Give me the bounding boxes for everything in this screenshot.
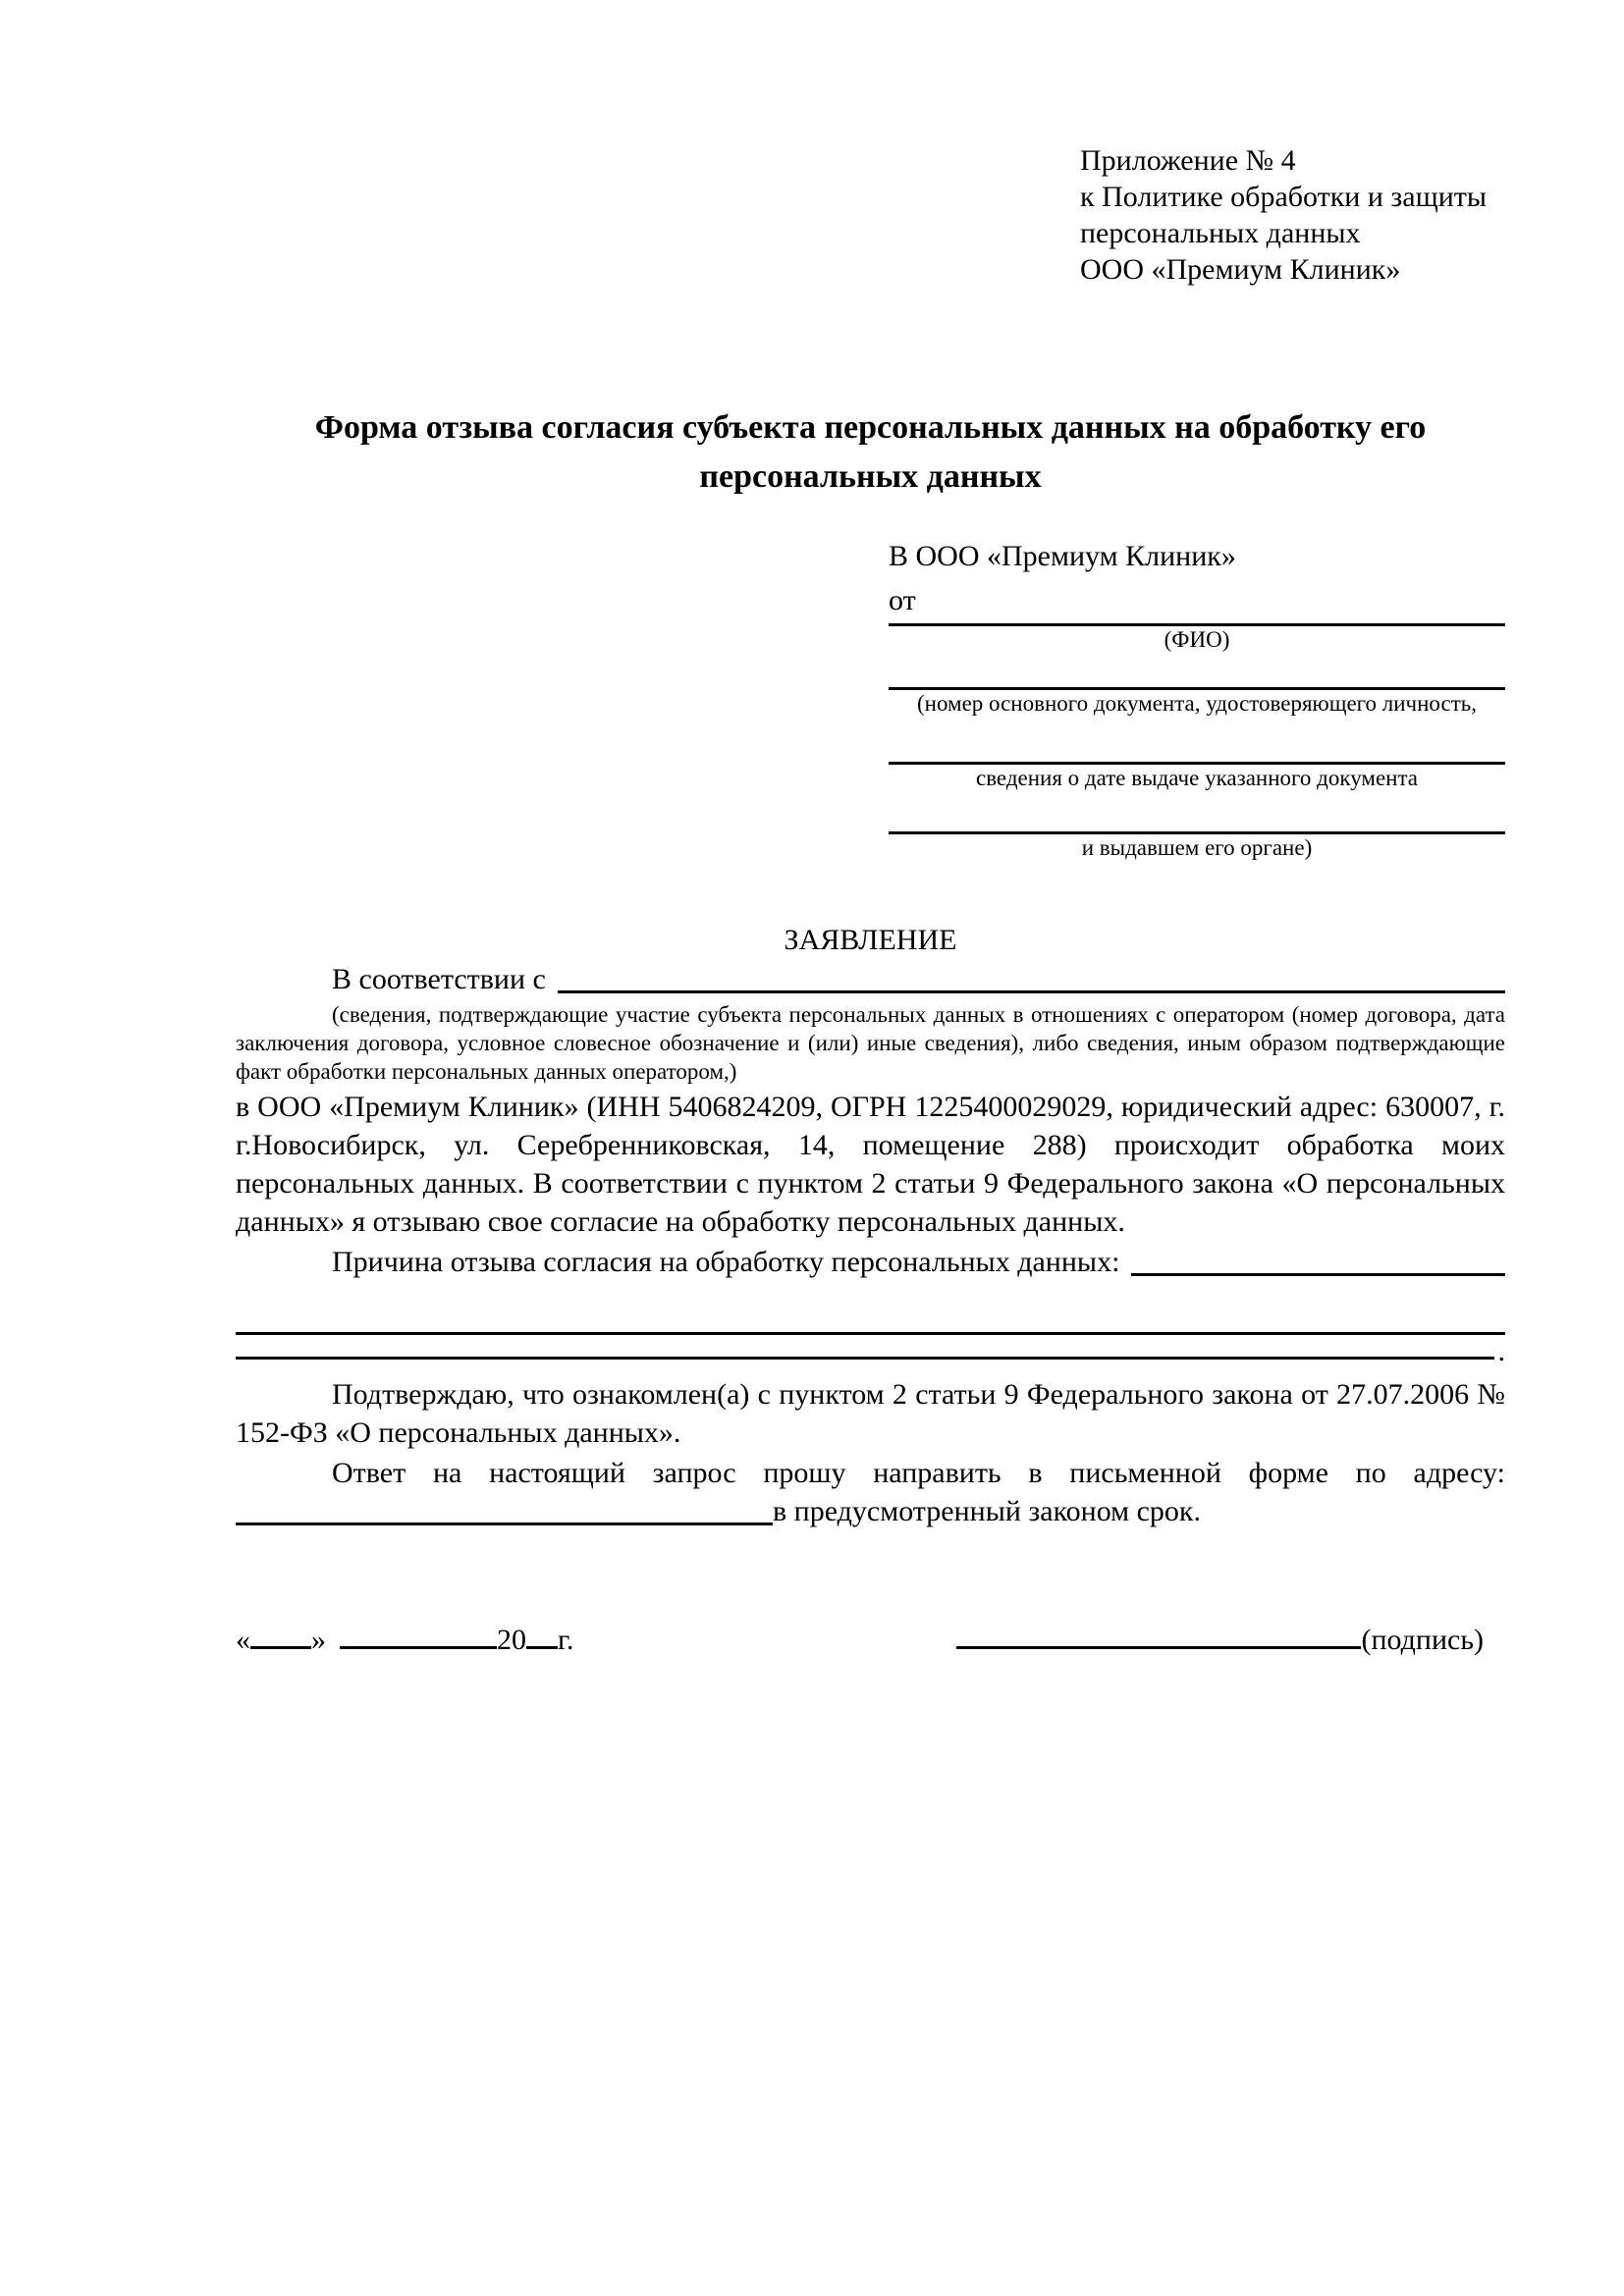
addressee-organization: В ООО «Премиум Клиник» <box>889 540 1236 572</box>
intro-row <box>236 960 1505 998</box>
header-note-line-4: ООО «Премиум Клиник» <box>1080 253 1401 286</box>
day-blank-line <box>250 1617 311 1649</box>
reason-label: Причина отзыва согласия на обработку персональных данных: <box>332 1246 1120 1278</box>
reply-suffix: в предусмотренный законом срок. <box>773 1495 1201 1527</box>
reply-request-line: Ответ на настоящий запрос прошу направить в письменной форме по адресу: <box>332 1457 1505 1489</box>
year-blank-line <box>526 1617 558 1649</box>
intro-prefix: В соответствии с <box>332 963 546 995</box>
reason-blank-line-3 <box>236 1335 1505 1367</box>
year-suffix: г. <box>558 1624 574 1656</box>
addressee-block <box>889 534 1505 862</box>
signature-group <box>956 1617 1484 1660</box>
issue-date-blank-line <box>889 718 1505 765</box>
fio-caption: (ФИО) <box>1164 627 1230 652</box>
signature-caption: (подпись) <box>1361 1624 1484 1656</box>
signature-date-row <box>236 1617 1505 1660</box>
reason-blank-line-2 <box>236 1281 1505 1335</box>
reason-row <box>236 1243 1505 1281</box>
year-century: 20 <box>497 1624 526 1656</box>
statement-heading: ЗАЯВЛЕНИЕ <box>784 924 957 956</box>
fio-field <box>889 622 1505 654</box>
confirmation-paragraph: Подтверждаю, что ознакомлен(а) с пунктом 2 статьи 9 Федерального закона от 27.07.2006 № 152-ФЗ «О персональных данных». <box>236 1378 1505 1449</box>
issuing-authority-blank-line <box>889 792 1505 834</box>
month-blank-line <box>340 1617 497 1649</box>
date-open-quote: « <box>236 1624 250 1656</box>
document-title: Форма отзыва согласия субъекта персональных данных на обработку его персональных данных <box>314 409 1427 495</box>
header-note-line-1: Приложение № 4 <box>1080 144 1296 177</box>
reason-blank-line-3-rule <box>236 1357 1494 1360</box>
intro-footnote: (сведения, подтверждающие участие субъекта персональных данных в отношениях с оператором (номер договора, дата заключения договора, условное словесное обозначение и (или) иные сведения), либо сведения, иным образом подтверждающие факт обработки персональных данных оператором,) <box>236 1002 1505 1084</box>
blank-line-period: . <box>1497 1335 1505 1367</box>
signature-blank-line <box>956 1617 1361 1649</box>
issuing-authority-field <box>889 792 1505 862</box>
issuing-authority-caption: и выдавшем его органе) <box>1081 835 1313 860</box>
reply-address-blank-line <box>236 1492 773 1525</box>
reason-blank-line-1 <box>1131 1243 1505 1276</box>
header-note-line-2: к Политике обработки и защиты <box>1080 181 1488 213</box>
intro-blank-line <box>558 960 1505 993</box>
id-document-caption: (номер основного документа, удостоверяющего личность, <box>916 691 1477 716</box>
reply-address-row <box>236 1492 1505 1530</box>
date-close-quote: » <box>311 1624 326 1656</box>
statement-body: в ООО «Премиум Клиник» (ИНН 5406824209, ОГРН 1225400029029, юридический адрес: 630007, г. г.Новосибирск, ул. Серебренниковская, 14, помещение 288) происходит обработка моих персональных данных. В соответствии с пунктом 2 статьи 9 Федерального закона «О персональных данных» я отзываю свое согласие на обработку персональных данных. <box>236 1091 1505 1238</box>
date-group <box>236 1617 573 1660</box>
header-note-line-3: персональных данных <box>1080 217 1361 249</box>
id-document-blank-line <box>889 654 1505 690</box>
issue-date-caption: сведения о дате выдаче указанного документа <box>975 766 1419 790</box>
header-note <box>1080 142 1505 288</box>
id-document-field <box>889 654 1505 718</box>
addressee-from-label: от <box>889 584 916 616</box>
issue-date-field <box>889 718 1505 792</box>
